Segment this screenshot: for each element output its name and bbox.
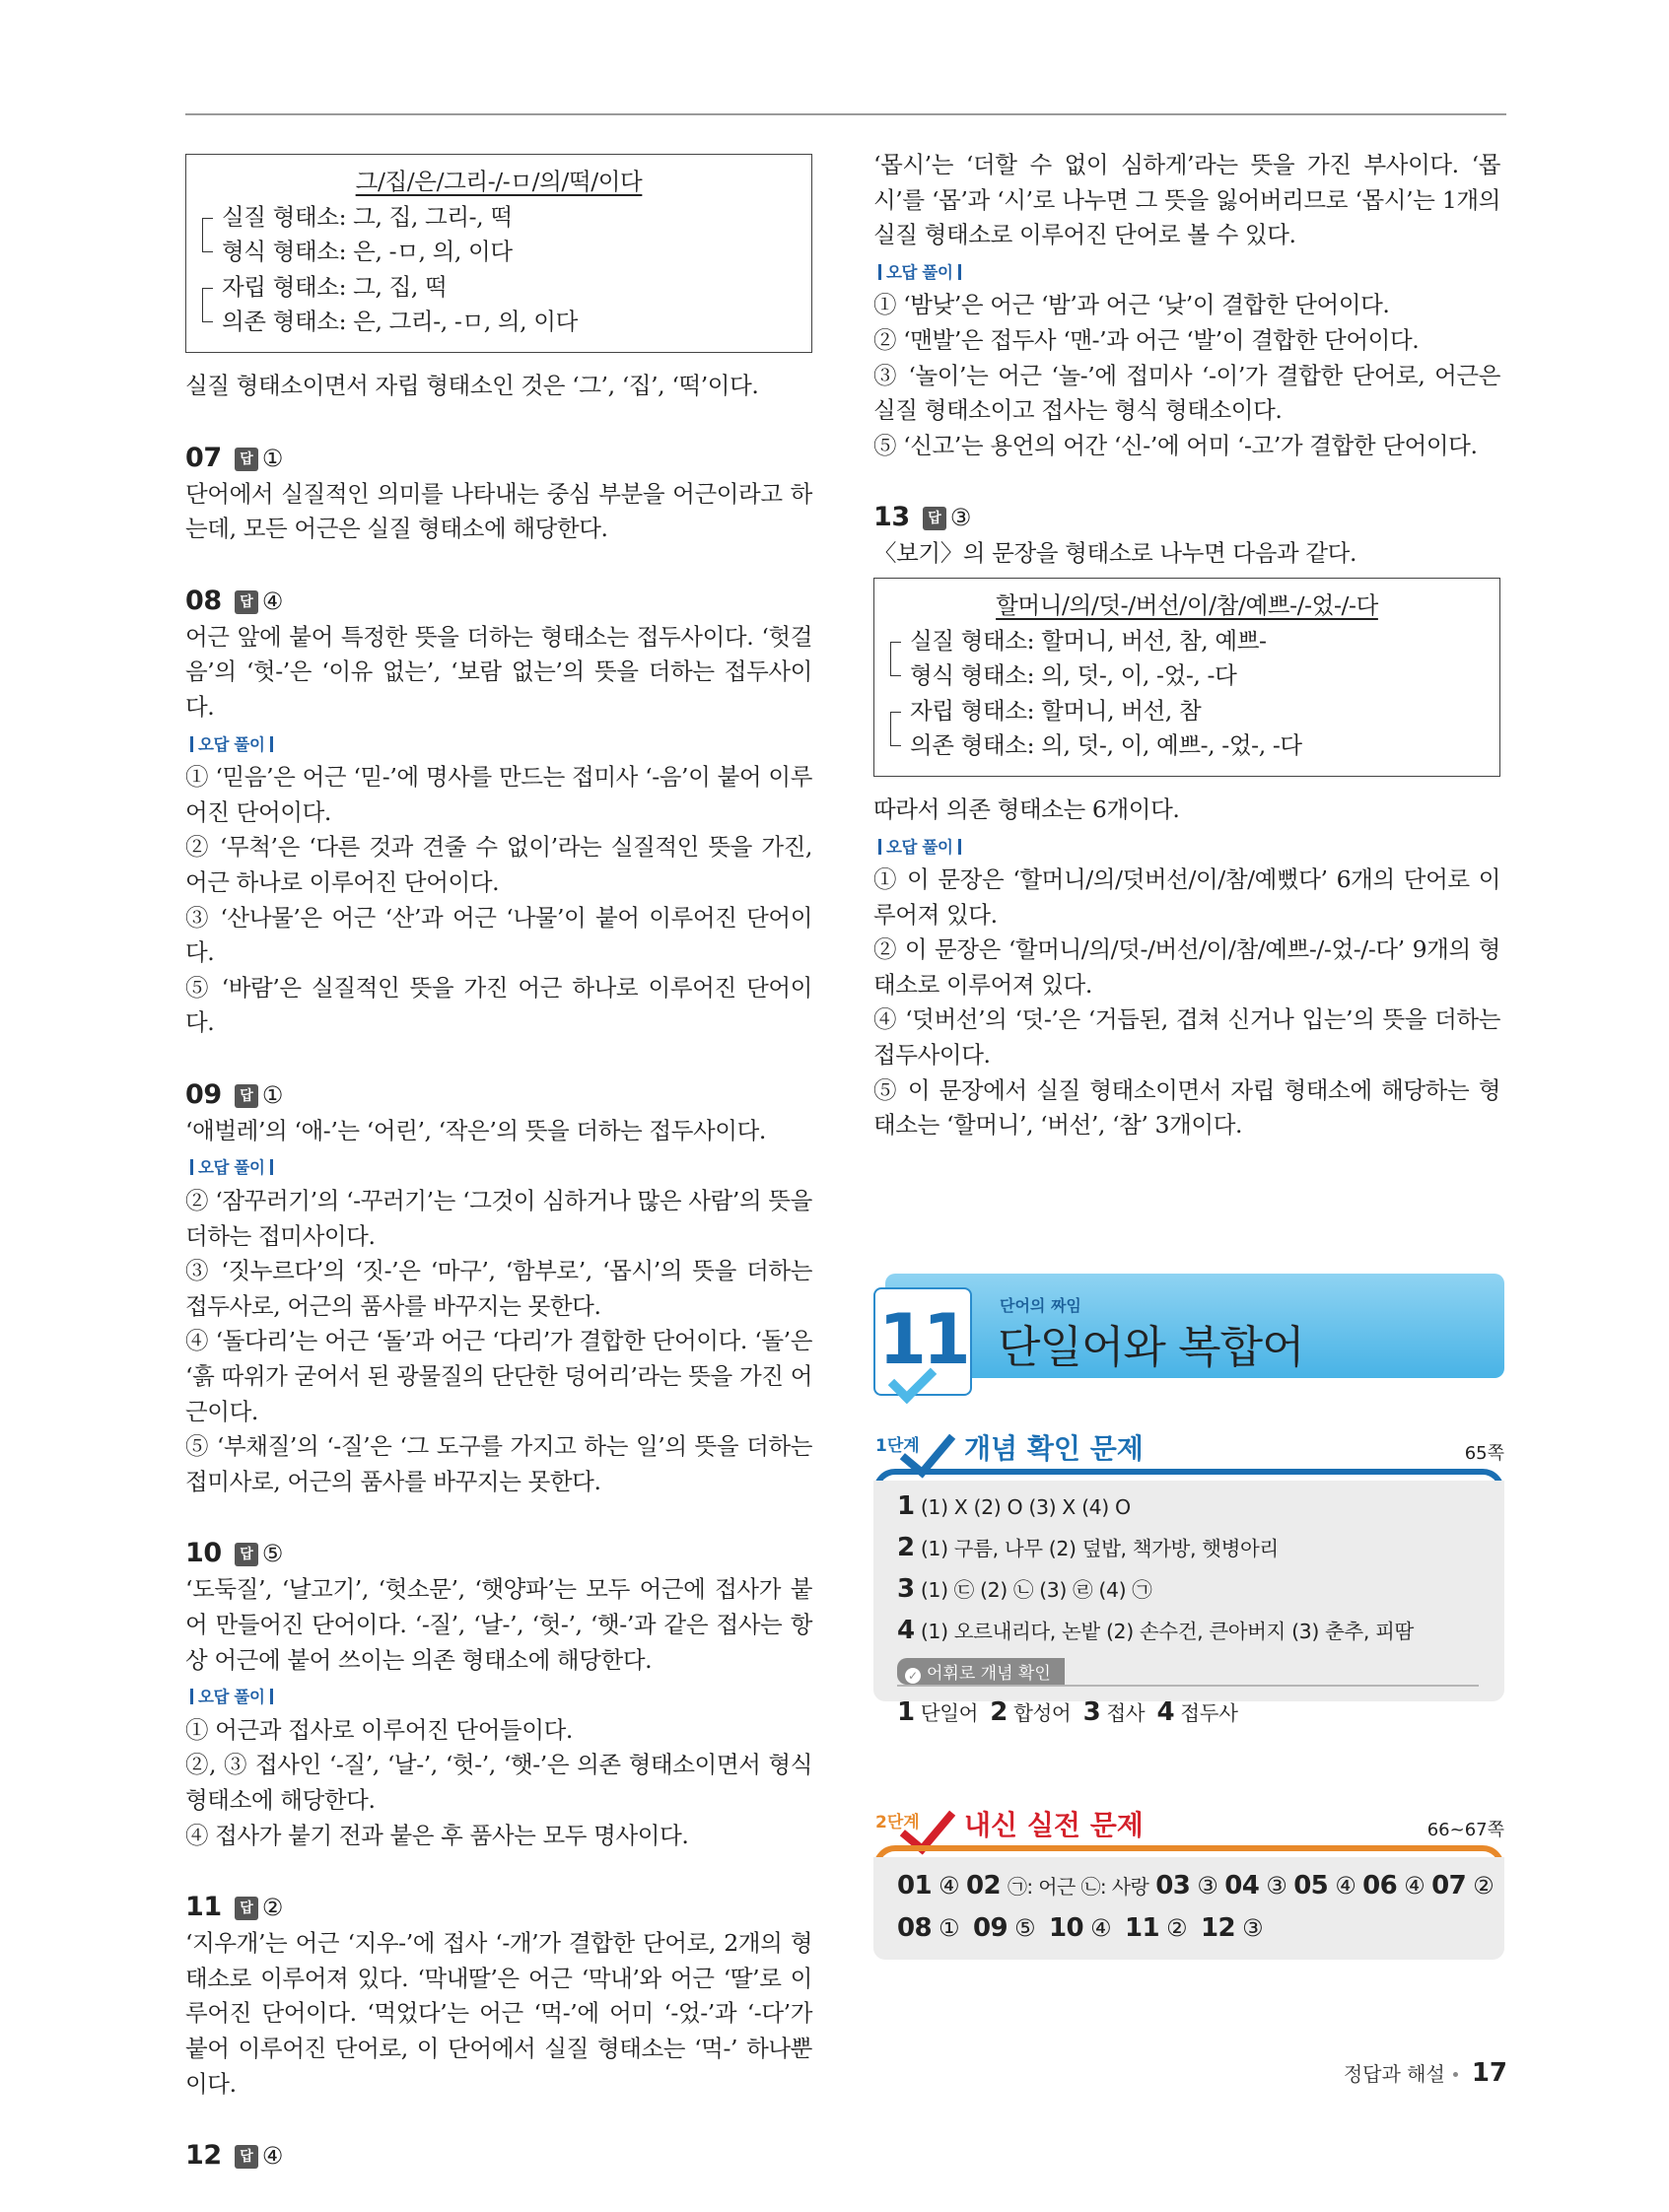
answer-row-2: 08 ① 09 ⑤ 10 ④ 11 ② 12 ③ — [897, 1913, 1263, 1943]
footer-label: 정답과 해설 — [1343, 2062, 1445, 2086]
morpheme-line: 실질 형태소: 그, 집, 그리-, 떡 — [222, 202, 513, 231]
answer-value: ③ — [949, 504, 971, 532]
bracket — [890, 642, 901, 676]
answer-line: 2 (1) 구름, 나무 (2) 덮밥, 책가방, 햇병아리 — [897, 1533, 1279, 1562]
wrong-item: ① 어근과 접사로 이루어진 단어들이다. — [185, 1715, 573, 1744]
wrong-item: ② 이 문장은 ‘할머니/의/덧-/버선/이/참/예쁘-/-었-/-다’ 9개의 형태소로 이루어져 있다. — [873, 935, 1500, 999]
morpheme-line: 형식 형태소: 은, -ㅁ, 의, 이다 — [222, 238, 513, 266]
morpheme-box-title: 그/집/은/그리-/-ㅁ/의/떡/이다 — [355, 168, 643, 195]
wrong-item: ④ 접사가 붙기 전과 붙은 후 품사는 모두 명사이다. — [185, 1821, 689, 1849]
wrong-item: ② ‘잠꾸러기’의 ‘-꾸러기’는 ‘그것이 심하거나 많은 사람’의 뜻을 더하는 접미사이다. — [185, 1187, 812, 1250]
check-circle-icon: ✓ — [905, 1668, 921, 1684]
question-11-heading: 11 답 ② — [185, 1892, 283, 1923]
morpheme-line: 형식 형태소: 의, 덧-, 이, -었-, -다 — [910, 661, 1237, 690]
morpheme-line: 의존 형태소: 의, 덧-, 이, 예쁘-, -었-, -다 — [910, 731, 1302, 760]
answer-tag: 답 — [235, 1084, 258, 1108]
question-08-heading: 08 답 ④ — [185, 585, 283, 616]
wrong-item: ②, ③ 접사인 ‘-질’, ‘날-’, ‘헛-’, ‘햇-’은 의존 형태소이면서 형식 형태소에 해당한다. — [185, 1751, 812, 1814]
answer-value: ④ — [261, 2142, 283, 2171]
stage-panel — [873, 1481, 1504, 1727]
wrong-item: ④ ‘덧버선’의 ‘덧-’은 ‘거듭된, 겹쳐 신거나 입는’의 뜻을 더하는 접두사이다. — [873, 1005, 1500, 1070]
question-07-heading: 07 답 ① — [185, 442, 283, 473]
wrong-item: ③ ‘산나물’은 어근 ‘산’과 어근 ‘나물’이 붙어 이루어진 단어이다. — [185, 903, 812, 967]
question-10-heading: 10 답 ⑤ — [185, 1538, 283, 1569]
question-12-heading: 12 답 ④ — [185, 2140, 283, 2172]
morpheme-box-2 — [873, 578, 1500, 777]
morpheme-group-2 — [202, 270, 796, 340]
answer-value: ② — [261, 1894, 283, 1922]
wrong-item: ⑤ ‘부채질’의 ‘-질’은 ‘그 도구를 가지고 하는 일’의 뜻을 더하는 접미사로, 어근의 품사를 바꾸지는 못한다. — [185, 1432, 812, 1495]
morpheme-line: 자립 형태소: 그, 집, 떡 — [222, 272, 448, 301]
question-13-heading: 13 답 ③ — [873, 502, 971, 533]
question-09-heading: 09 답 ① — [185, 1078, 283, 1110]
wrong-answer-label: 오답 풀이 — [185, 1685, 278, 1710]
wrong-item: ② ‘무척’은 ‘다른 것과 견줄 수 없이’라는 실질적인 뜻을 가진, 어근 하나로 이루어진 단어이다. — [185, 833, 812, 896]
question-12-explanation: ‘몹시’는 ‘더할 수 없이 심하게’라는 뜻을 가진 부사이다. ‘몹시’를 ‘몹’과 ‘시’로 나누면 그 뜻을 잃어버리므로 ‘몹시’는 1개의 실질 형태소로 이루어진 단어로 볼 수 있다. — [873, 151, 1500, 249]
wrong-answer-label: 오답 풀이 — [873, 260, 966, 286]
wrong-item: ⑤ ‘신고’는 용언의 어간 ‘신-’에 어미 ‘-고’가 결합한 단어이다. — [873, 431, 1478, 459]
wrong-item: ① ‘믿음’은 어근 ‘믿-’에 명사를 만드는 접미사 ‘-음’이 붙어 이루어진 단어이다. — [185, 763, 812, 826]
answer-value: ① — [261, 444, 283, 472]
answer-value: ⑤ — [261, 1540, 283, 1568]
wrong-item: ③ ‘짓누르다’의 ‘짓-’은 ‘마구’, ‘함부로’, ‘몹시’의 뜻을 더하는 접두사로, 어근의 품사를 바꾸지는 못한다. — [185, 1257, 812, 1320]
answer-row-1: 01 ④ 02 ㉠: 어근 ㉡: 사랑 03 ③ 04 ③ 05 ④ 06 ④ 07 ② — [897, 1871, 1495, 1901]
bracket — [202, 288, 213, 322]
answer-tag: 답 — [923, 507, 946, 530]
morpheme-group-2 — [890, 694, 1484, 764]
question-13-explanation: 〈보기〉의 문장을 형태소로 나누면 다음과 같다. — [873, 539, 1357, 568]
vocab-row — [897, 1658, 1479, 1687]
question-11-explanation: ‘지우개’는 어근 ‘지우-’에 접사 ‘-개’가 결합한 단어로, 2개의 형태소로 이루어져 있다. ‘막내딸’은 어근 ‘막내’와 어근 ‘딸’로 이루어진 단어이다. ‘먹었다’는 어근 ‘먹-’에 어미 ‘-었-’과 ‘-다’가 붙어 이루어진 단어로, 이 단어에서 실질 형태소는 ‘먹-’ 하나뿐이다. — [185, 1929, 812, 2098]
wrong-answer-label: 오답 풀이 — [873, 835, 966, 861]
page-footer — [1344, 2058, 1507, 2088]
wrong-answer-label: 오답 풀이 — [185, 1155, 278, 1181]
morpheme-box-title: 할머니/의/덧-/버선/이/참/예쁘-/-었-/-다 — [996, 590, 1378, 619]
morpheme-line: 실질 형태소: 할머니, 버선, 참, 예쁘- — [910, 626, 1267, 655]
wrong-item: ② ‘맨발’은 접두사 ‘맨-’과 어근 ‘발’이 결합한 단어이다. — [873, 325, 1420, 354]
left-column — [185, 148, 812, 2175]
wrong-item: ① ‘밤낮’은 어근 ‘밤’과 어근 ‘낮’이 결합한 단어이다. — [873, 291, 1390, 319]
answer-value: ④ — [261, 587, 283, 615]
stage-page: 66~67쪽 — [1426, 1820, 1504, 1840]
stage-title: 개념 확인 문제 — [964, 1432, 1144, 1465]
stage-level: 1단계 — [875, 1436, 920, 1456]
answer-line: 1 (1) X (2) O (3) X (4) O — [897, 1491, 1131, 1521]
unit-subtitle: 단어의 짜임 — [1000, 1296, 1081, 1315]
wrong-item: ⑤ ‘바람’은 실질적인 뜻을 가진 어근 하나로 이루어진 단어이다. — [185, 973, 812, 1037]
wrong-item: ① 이 문장은 ‘할머니/의/덧버선/이/참/예뻤다’ 6개의 단어로 이루어져 있다. — [873, 865, 1500, 929]
box-summary: 따라서 의존 형태소는 6개이다. — [873, 795, 1180, 823]
wrong-item: ⑤ 이 문장에서 실질 형태소이면서 자립 형태소에 해당하는 형태소는 ‘할머니’, ‘버선’, ‘참’ 3개이다. — [873, 1075, 1500, 1140]
wrong-item: ④ ‘돌다리’는 어근 ‘돌’과 어근 ‘다리’가 결합한 단어이다. ‘돌’은 ‘흙 따위가 굳어서 된 광물질의 단단한 덩어리’라는 뜻을 가진 어근이다. — [185, 1327, 812, 1425]
morpheme-line: 자립 형태소: 할머니, 버선, 참 — [910, 696, 1202, 725]
morpheme-group-1 — [890, 624, 1484, 694]
unit-header — [873, 1274, 1504, 1421]
box-summary: 실질 형태소이면서 자립 형태소인 것은 ‘그’, ‘집’, ‘떡’이다. — [185, 371, 759, 399]
question-07-explanation: 단어에서 실질적인 의미를 나타내는 중심 부분을 어근이라고 하는데, 모든 어근은 실질 형태소에 해당한다. — [185, 479, 812, 543]
bracket — [202, 218, 213, 252]
stage-panel — [873, 1857, 1504, 1960]
stage-page: 65쪽 — [1464, 1443, 1504, 1464]
answer-value: ① — [261, 1080, 283, 1109]
question-10-explanation: ‘도둑질’, ‘날고기’, ‘헛소문’, ‘햇양파’는 모두 어근에 접사가 붙어 만들어진 단어이다. ‘-질’, ‘날-’, ‘헛-’, ‘햇-’과 같은 접사는 항상 어근에 붙어 쓰이는 의존 형태소에 해당한다. — [185, 1575, 812, 1674]
unit-title: 단일어와 복합어 — [998, 1321, 1304, 1373]
bracket — [890, 712, 901, 746]
answer-line: 4 (1) 오르내리다, 논밭 (2) 손수건, 큰아버지 (3) 춘추, 피땀 — [897, 1616, 1414, 1645]
answer-tag: 답 — [235, 1543, 258, 1566]
separator-dot — [1453, 2072, 1458, 2077]
answer-tag: 답 — [235, 1897, 258, 1920]
answer-line: 3 (1) ㉢ (2) ㉡ (3) ㉣ (4) ㉠ — [897, 1574, 1152, 1604]
answer-tag: 답 — [235, 448, 258, 471]
top-rule — [185, 113, 1506, 115]
right-column — [873, 148, 1500, 1143]
morpheme-line: 의존 형태소: 은, 그리-, -ㅁ, 의, 이다 — [222, 308, 578, 336]
stage-2-section — [873, 1804, 1504, 2001]
stage-level: 2단계 — [875, 1813, 920, 1832]
question-09-explanation: ‘애벌레’의 ‘애-’는 ‘어린’, ‘작은’의 뜻을 더하는 접두사이다. — [185, 1116, 766, 1144]
answer-tag: 답 — [235, 2145, 258, 2169]
unit-number: 11 — [878, 1299, 967, 1380]
morpheme-box-1 — [185, 154, 812, 353]
stage-1-section — [873, 1427, 1504, 1727]
stage-title: 내신 실전 문제 — [964, 1809, 1144, 1841]
wrong-item: ③ ‘놀이’는 어근 ‘놀-’에 접미사 ‘-이’가 결합한 단어로, 어근은 실질 형태소이고 접사는 형식 형태소이다. — [873, 361, 1500, 425]
vocab-badge: ✓ 어휘로 개념 확인 — [897, 1658, 1065, 1685]
page-number: 17 — [1471, 2058, 1507, 2088]
answer-tag: 답 — [235, 590, 258, 614]
morpheme-group-1 — [202, 200, 796, 270]
wrong-answer-label: 오답 풀이 — [185, 732, 278, 758]
question-08-explanation: 어근 앞에 붙어 특정한 뜻을 더하는 형태소는 접두사이다. ‘헛걸음’의 ‘헛-’은 ‘이유 없는’, ‘보람 없는’의 뜻을 더하는 접두사이다. — [185, 622, 812, 721]
vocab-answers: 1 단일어 2 합성어 3 접사 4 접두사 — [897, 1697, 1238, 1727]
